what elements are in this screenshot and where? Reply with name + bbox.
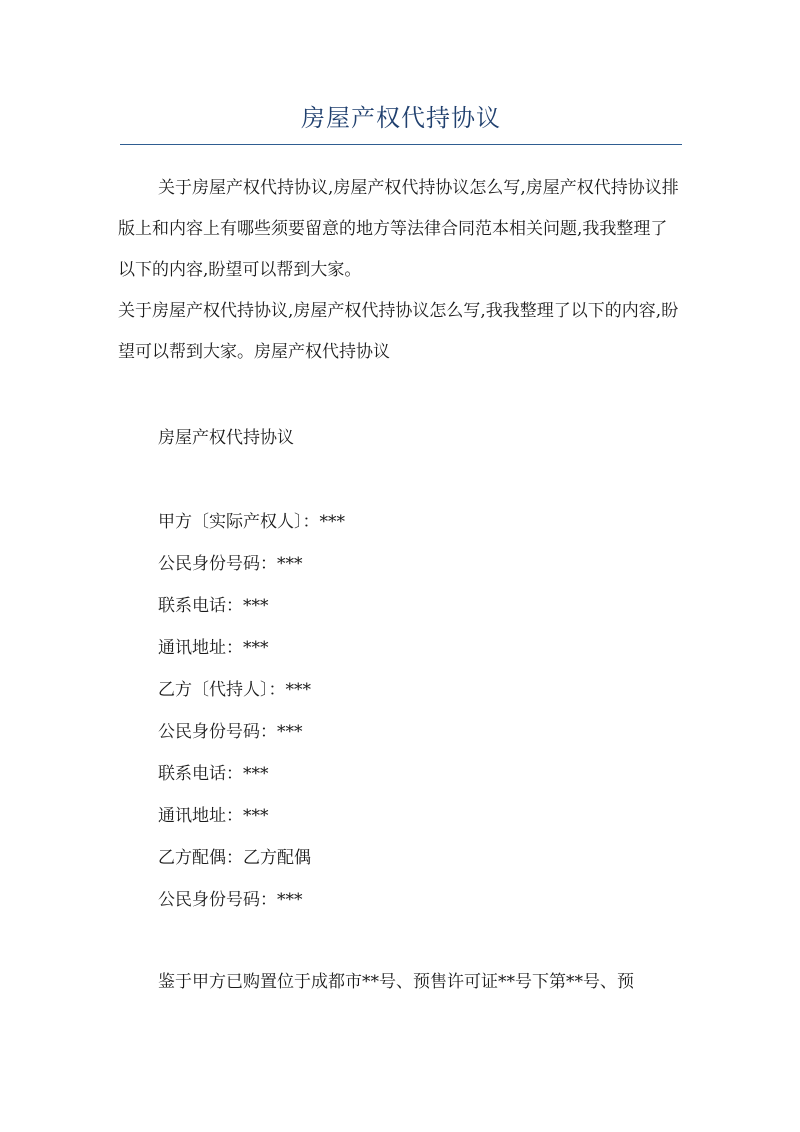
party-line-first-id: 公民身份号码：*** (158, 554, 303, 574)
party-line-first-address: 通讯地址：*** (158, 638, 269, 658)
document-title: 房屋产权代持协议 (301, 104, 501, 132)
title-divider (120, 144, 682, 145)
party-line-first-party: 甲方〔实际产权人〕：*** (158, 512, 345, 532)
party-line-second-party: 乙方〔代持人〕：*** (158, 680, 311, 700)
party-line-second-phone: 联系电话：*** (158, 764, 269, 784)
party-line-spouse-id: 公民身份号码：*** (158, 890, 303, 910)
party-line-second-address: 通讯地址：*** (158, 806, 269, 826)
intro-paragraph: 关于房屋产权代持协议,房屋产权代持协议怎么写,房屋产权代持协议排版上和内容上有哪些须要留意的地方等法律合同范本相关问题,我我整理了以下的内容,盼望可以帮到大家。 (118, 178, 679, 280)
closing-line: 鉴于甲方已购置位于成都市**号、预售许可证**号下第**号、预 (158, 972, 634, 992)
intro-paragraph-2: 关于房屋产权代持协议,房屋产权代持协议怎么写,我我整理了以下的内容,盼望可以帮到大家。房屋产权代持协议 (118, 301, 679, 362)
section-title: 房屋产权代持协议 (158, 428, 294, 448)
party-line-second-id: 公民身份号码：*** (158, 722, 303, 742)
party-line-first-phone: 联系电话：*** (158, 596, 269, 616)
party-line-spouse: 乙方配偶：乙方配偶 (158, 848, 311, 868)
